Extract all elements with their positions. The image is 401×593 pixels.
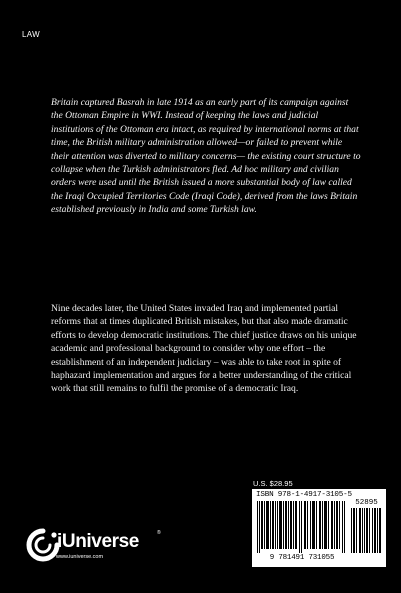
barcode-bars <box>257 501 345 553</box>
addon-barcode-bars <box>351 508 382 553</box>
isbn-barcode <box>252 489 386 567</box>
blurb-paragraph: Britain captured Basrah in late 1914 as an early part of its campaign against the Ottoman Empire in WWI. Instead of keeping the laws and judicial institutions of the Ottoman era intact, as required by international norms at that time, the British military administration allowed—or failed to prevent while their attention was diverted to military concerns— the existing court structure to collapse when the Turkish administrators fled. Ad hoc military and civilian orders were used until the British issued a more substantial body of law called the Iraqi Occupied Territories Code (Iraqi Code), derived from the laws Britain established previously in India and some Turkish law. <box>51 97 361 216</box>
barcode-number: 9 781491 731055 <box>269 554 335 562</box>
iuniverse-swirl-icon <box>26 528 60 562</box>
publisher-logo <box>26 528 166 572</box>
addon-price-digits: 52895 <box>355 499 378 507</box>
publisher-url: www.iuniverse.com <box>56 554 104 560</box>
publisher-name: iUniverse <box>57 531 139 552</box>
isbn-text: ISBN 978-1-4917-3105-5 <box>256 491 352 499</box>
price-label: U.S. $28.95 <box>253 479 293 488</box>
registered-mark: ® <box>157 530 161 536</box>
description-paragraph: Nine decades later, the United States invaded Iraq and implemented partial reforms that at times duplicated British mistakes, but that also made dramatic efforts to develop democratic institutions. The chief justice draws on his unique academic and professional background to consider why one effort – the establishment of an independent judiciary – was able to take root in spite of haphazard implementation and argues for a better understanding of the critical work that still remains to fulfil the promise of a democratic Iraq. <box>51 303 357 395</box>
genre-label: LAW <box>22 30 40 39</box>
